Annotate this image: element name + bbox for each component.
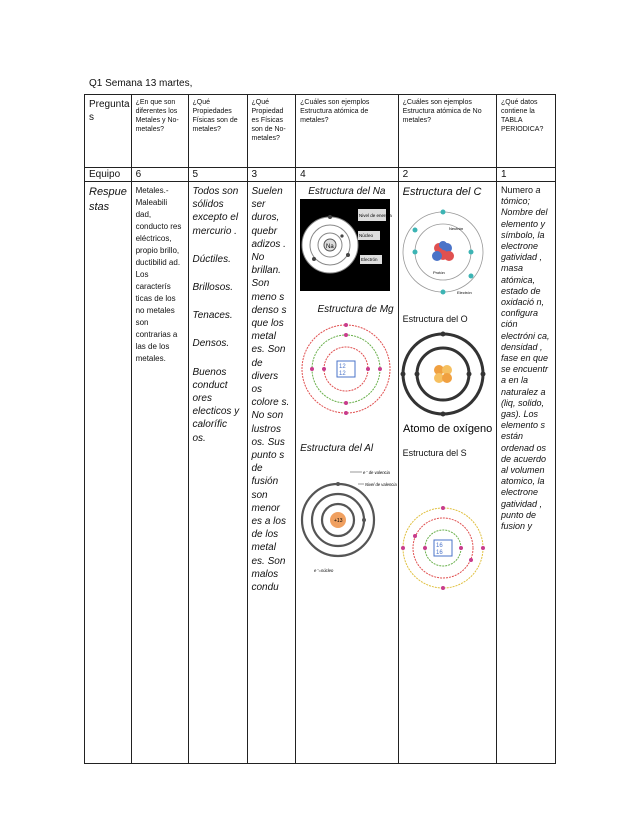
c-neutron-label: Neutrón <box>448 226 463 231</box>
team-number: 2 <box>398 168 496 182</box>
magnesium-atom-diagram <box>300 317 390 421</box>
na-electron-label: Electrón <box>361 257 378 262</box>
s-neutrons: 16 <box>435 550 443 556</box>
c-caption: Estructura del C <box>402 186 482 198</box>
header-cell-question: Pregunta s <box>85 95 132 168</box>
aluminium-atom-diagram <box>300 464 397 576</box>
s-caption: Estructura del S <box>402 448 467 458</box>
team-label: Equipo <box>85 168 132 182</box>
team-number: 3 <box>247 168 296 182</box>
header-cell-metal-structures: ¿Cuáles son ejemplos Estructura atómica de metales? <box>296 95 398 168</box>
mg-caption: Estructura de Mg <box>317 304 394 315</box>
oxygen-atom-diagram <box>402 328 492 440</box>
answer-nonmetal-properties: Suelen ser duros, quebr adizos . No brillan. Son meno s denso s que los metal es. Son de divers os colore s. No son lustros os. Sus punto s de fusión son menor es a los de los metal es. Son malos condu <box>247 182 296 764</box>
answers-label: Respue stas <box>85 182 132 764</box>
sodium-atom-diagram <box>300 199 390 291</box>
header-cell-nonmetal-properties: ¿Qué Propiedad es Físicas son de No- metales? <box>247 95 296 168</box>
answers-row <box>85 182 556 764</box>
na-nucleus-label: Na <box>326 244 334 250</box>
property-item: Brillosos. <box>192 282 234 294</box>
property-item: Densos. <box>192 338 230 350</box>
header-cell-metal-properties: ¿Qué Propiedades Físicas son de metales? <box>188 95 247 168</box>
answer-metal-structures <box>296 182 398 764</box>
answer-periodic-table <box>496 182 555 764</box>
property-item: Todos son sólidos excepto el mercurio . <box>192 186 239 237</box>
na-level-label: Nivel de energía <box>359 213 392 218</box>
al-core-label: e⁻=núcleo <box>314 568 334 573</box>
team-number: 4 <box>296 168 398 182</box>
sulfur-atom-diagram <box>403 464 489 642</box>
c-electron-label: Electrón <box>456 290 472 295</box>
header-cell-periodic-table: ¿Qué datos contiene la TABLA PERIODICA? <box>496 95 555 168</box>
property-item: Tenaces. <box>192 310 233 322</box>
al-valence-electron-label: e⁻ de valencia <box>363 470 391 475</box>
c-proton-label: Protón <box>432 270 445 275</box>
carbon-atom-diagram <box>403 200 489 300</box>
answer-nonmetal-structures <box>398 182 496 764</box>
na-nucleus-text: Núcleo <box>359 233 374 238</box>
na-caption: Estructura del Na <box>308 186 386 197</box>
al-valence-level-label: Nivel de valencia <box>365 482 397 487</box>
questions-table <box>84 94 556 764</box>
answer-metal-properties <box>188 182 247 764</box>
o-caption: Estructura del O <box>402 314 468 324</box>
property-item: Buenos conduct ores electicos y calorífic os. <box>192 366 240 444</box>
oxygen-label: Atomo de oxígeno <box>402 423 492 435</box>
al-nucleus-charge: +13 <box>334 518 343 524</box>
mg-neutrons: 12 <box>339 371 346 377</box>
document-title: Q1 Semana 13 martes, <box>89 78 193 89</box>
s-protons: 16 <box>435 543 443 549</box>
team-number: 5 <box>188 168 247 182</box>
team-row <box>85 168 556 182</box>
mg-protons: 12 <box>339 364 346 370</box>
header-row <box>85 95 556 168</box>
header-cell-differences: ¿En que son diferentes los Metales y No- metales? <box>131 95 188 168</box>
team-number: 6 <box>131 168 188 182</box>
answer-differences: Metales.- Maleabili dad, conducto res eléctricos, propio brillo, ductibilid ad. Los caracterís ticas de los no metales son contrarias a las de los metales. <box>131 182 188 764</box>
property-item: Dúctiles. <box>192 253 231 265</box>
team-number: 1 <box>496 168 555 182</box>
al-caption: Estructura del Al <box>300 443 374 454</box>
periodic-table-lead: Numero <box>500 185 533 195</box>
periodic-table-text: a tómico; Nombre del elemento y símbolo, la electrone gatividad , masa atómica, estado de oxidació n, configura ción electróni ca, densidad , fase en que se encuentr a en la naturalez a (liq, solido, gas). Los elemento s están ordenad os de acuerdo al volumen atomico, la electrone gatividad , punto de fusion y <box>500 185 550 532</box>
header-cell-nonmetal-structures: ¿Cuáles son ejemplos Estructura atómica de No metales? <box>398 95 496 168</box>
